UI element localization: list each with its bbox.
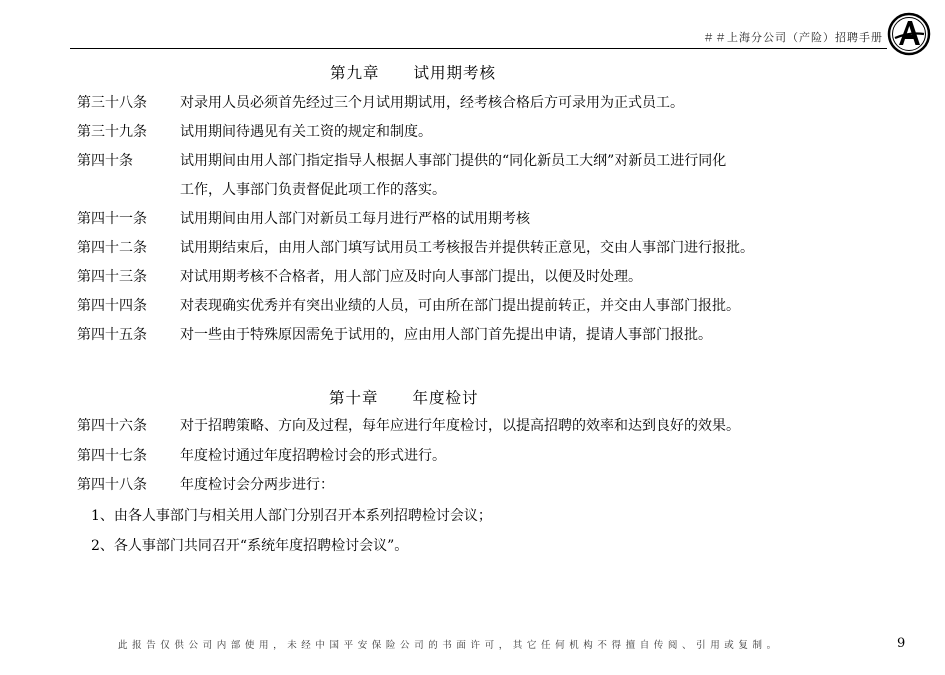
- review-step-1: 1、由各人事部门与相关用人部门分别召开本系列招聘检讨会议；: [91, 508, 492, 524]
- chapter-9-number: 第九章: [330, 64, 380, 82]
- chapter-9-heading: [330, 61, 496, 83]
- header-title: ＃＃上海分公司（产险）招聘手册: [703, 31, 883, 44]
- article-number: 第四十六条: [77, 418, 147, 434]
- article-40-continuation: 工作，人事部门负责督促此项工作的落实。: [180, 182, 446, 198]
- review-step-2: 2、各人事部门共同召开“系统年度招聘检讨会议”。: [91, 538, 409, 554]
- chapter-10-heading: [329, 386, 479, 408]
- article-text: 对录用人员必须首先经过三个月试用期试用，经考核合格后方可录用为正式员工。: [180, 95, 684, 111]
- article-number: 第四十三条: [77, 269, 147, 285]
- article-number: 第四十二条: [77, 240, 147, 256]
- article-text: 年度检讨通过年度招聘检讨会的形式进行。: [180, 448, 446, 464]
- article-number: 第四十八条: [77, 477, 147, 493]
- article-text: 试用期结束后，由用人部门填写试用员工考核报告并提供转正意见，交由人事部门进行报批。: [180, 240, 754, 256]
- article-text: 对表现确实优秀并有突出业绩的人员，可由所在部门提出提前转正，并交由人事部门报批。: [180, 298, 740, 314]
- article-number: 第三十九条: [77, 124, 147, 140]
- article-text: 年度检讨会分两步进行：: [180, 477, 334, 493]
- article-number: 第四十条: [77, 153, 133, 169]
- chapter-10-title: 年度检讨: [412, 389, 479, 407]
- article-text: 试用期间由用人部门对新员工每月进行严格的试用期考核: [180, 211, 530, 227]
- article-number: 第四十七条: [77, 448, 147, 464]
- article-number: 第四十五条: [77, 327, 147, 343]
- article-text: 试用期间待遇见有关工资的规定和制度。: [180, 124, 432, 140]
- page-number: 9: [897, 636, 906, 651]
- article-number: 第四十一条: [77, 211, 147, 227]
- article-text: 试用期间由用人部门指定指导人根据人事部门提供的“同化新员工大纲”对新员工进行同化: [180, 153, 727, 169]
- article-text: 对一些由于特殊原因需免于试用的，应由用人部门首先提出申请，提请人事部门报批。: [180, 327, 712, 343]
- company-logo-icon: [887, 12, 931, 56]
- confidentiality-notice: 此报告仅供公司内部使用，未经中国平安保险公司的书面许可，其它任何机构不得擅自传阅、引用或复制。: [118, 640, 781, 651]
- chapter-9-title: 试用期考核: [413, 64, 497, 82]
- header-divider: [70, 48, 887, 49]
- article-text: 对于招聘策略、方向及过程，每年应进行年度检讨，以提高招聘的效率和达到良好的效果。: [180, 418, 740, 434]
- article-text: 对试用期考核不合格者，用人部门应及时向人事部门提出，以便及时处理。: [180, 269, 642, 285]
- article-number: 第三十八条: [77, 95, 147, 111]
- chapter-10-number: 第十章: [329, 389, 379, 407]
- article-number: 第四十四条: [77, 298, 147, 314]
